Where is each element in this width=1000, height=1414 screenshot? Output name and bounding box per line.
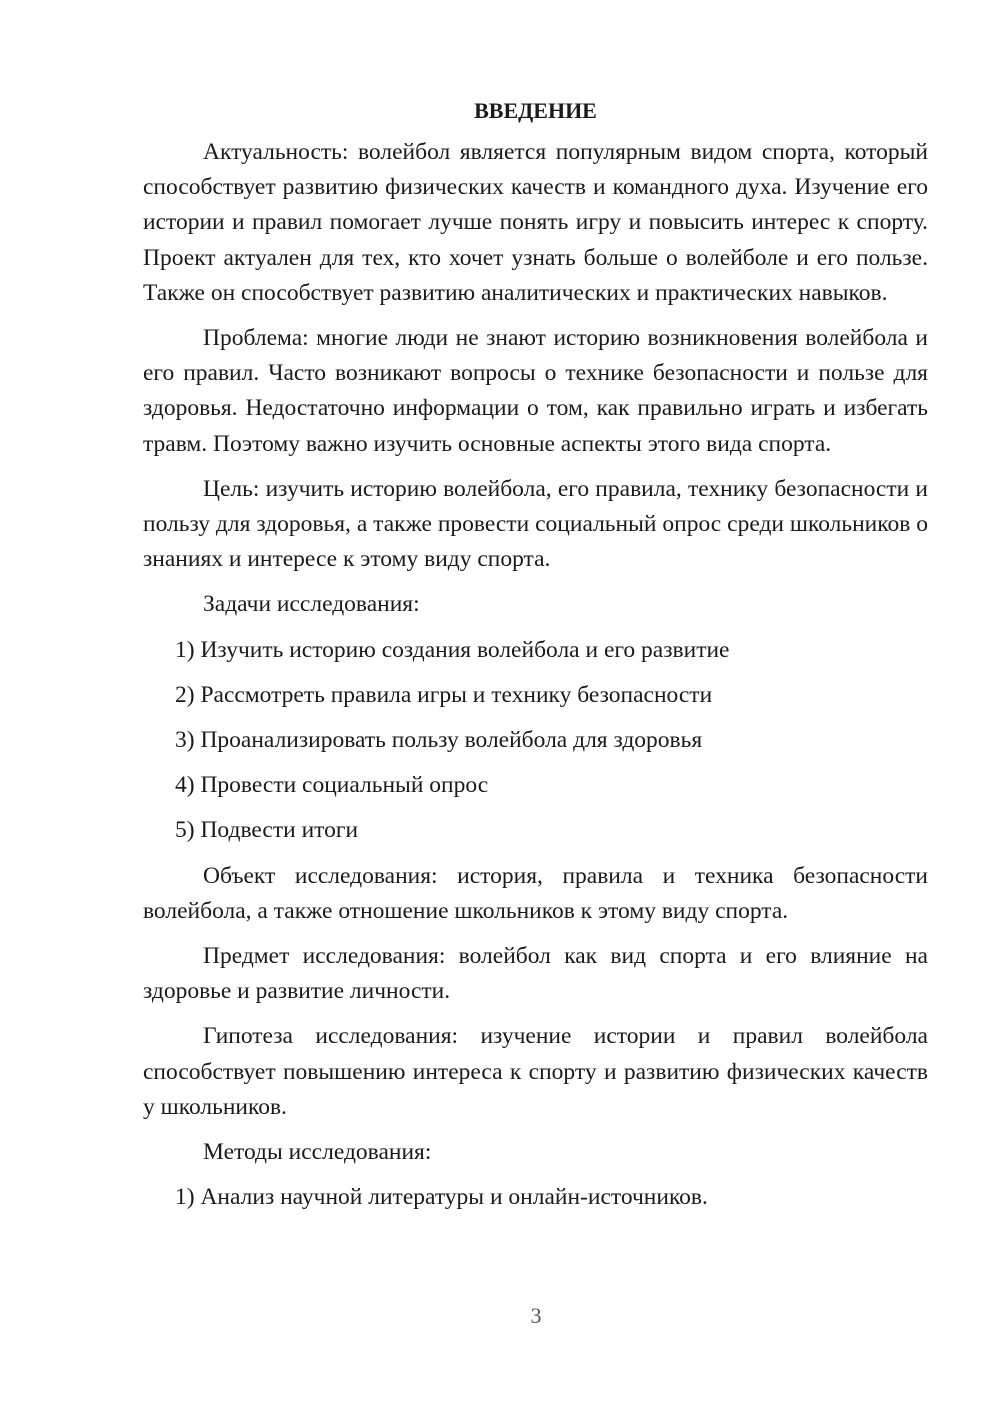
task-item: 4) Провести социальный опрос — [175, 772, 489, 799]
methods-list — [143, 1180, 928, 1215]
task-item: 1) Изучить историю создания волейбола и его развитие — [175, 636, 730, 663]
task-item: 5) Подвести итоги — [175, 817, 359, 844]
task-item: 2) Рассмотреть правила игры и технику безопасности — [175, 681, 713, 708]
page-content — [143, 93, 928, 1225]
task-item: 3) Проанализировать пользу волейбола для здоровья — [175, 727, 703, 754]
methods-heading: Методы исследования: — [203, 1139, 432, 1166]
hypothesis-paragraph: Гипотеза исследования: изучение истории и правил волейбола способствует повышению интереса к спорту и развитию физических качеств у школьников. — [143, 1023, 928, 1120]
tasks-list — [143, 633, 928, 849]
section-title: ВВЕДЕНИЕ — [474, 98, 597, 123]
problem-paragraph: Проблема: многие люди не знают историю возникновения волейбола и его правил. Часто возникают вопросы о технике безопасности и пользе для здоровья. Недостаточно информации о том, как правильно играть и избегать травм. Поэтому важно изучить основные аспекты этого вида спорта. — [143, 325, 928, 457]
subject-paragraph: Предмет исследования: волейбол как вид спорта и его влияние на здоровье и развитие личности. — [143, 943, 928, 1005]
goal-paragraph: Цель: изучить историю волейбола, его правила, технику безопасности и пользу для здоровья, а также провести социальный опрос среди школьников о знаниях и интересе к этому виду спорта. — [143, 475, 928, 573]
method-item: 1) Анализ научной литературы и онлайн-источников. — [175, 1184, 708, 1211]
object-paragraph: Объект исследования: история, правила и техника безопасности волейбола, а также отношение школьников к этому виду спорта. — [143, 862, 928, 924]
page-number: 3 — [530, 1303, 542, 1328]
tasks-heading: Задачи исследования: — [203, 591, 420, 618]
relevance-paragraph: Актуальность: волейбол является популярным видом спорта, который способствует развитию физических качеств и командного духа. Изучение его истории и правил помогает лучше понять игру и повысить интерес к спорту. Проект актуален для тех, кто хочет узнать больше о волейболе и его пользе. Также он способствует развитию аналитических и практических навыков. — [143, 139, 928, 306]
